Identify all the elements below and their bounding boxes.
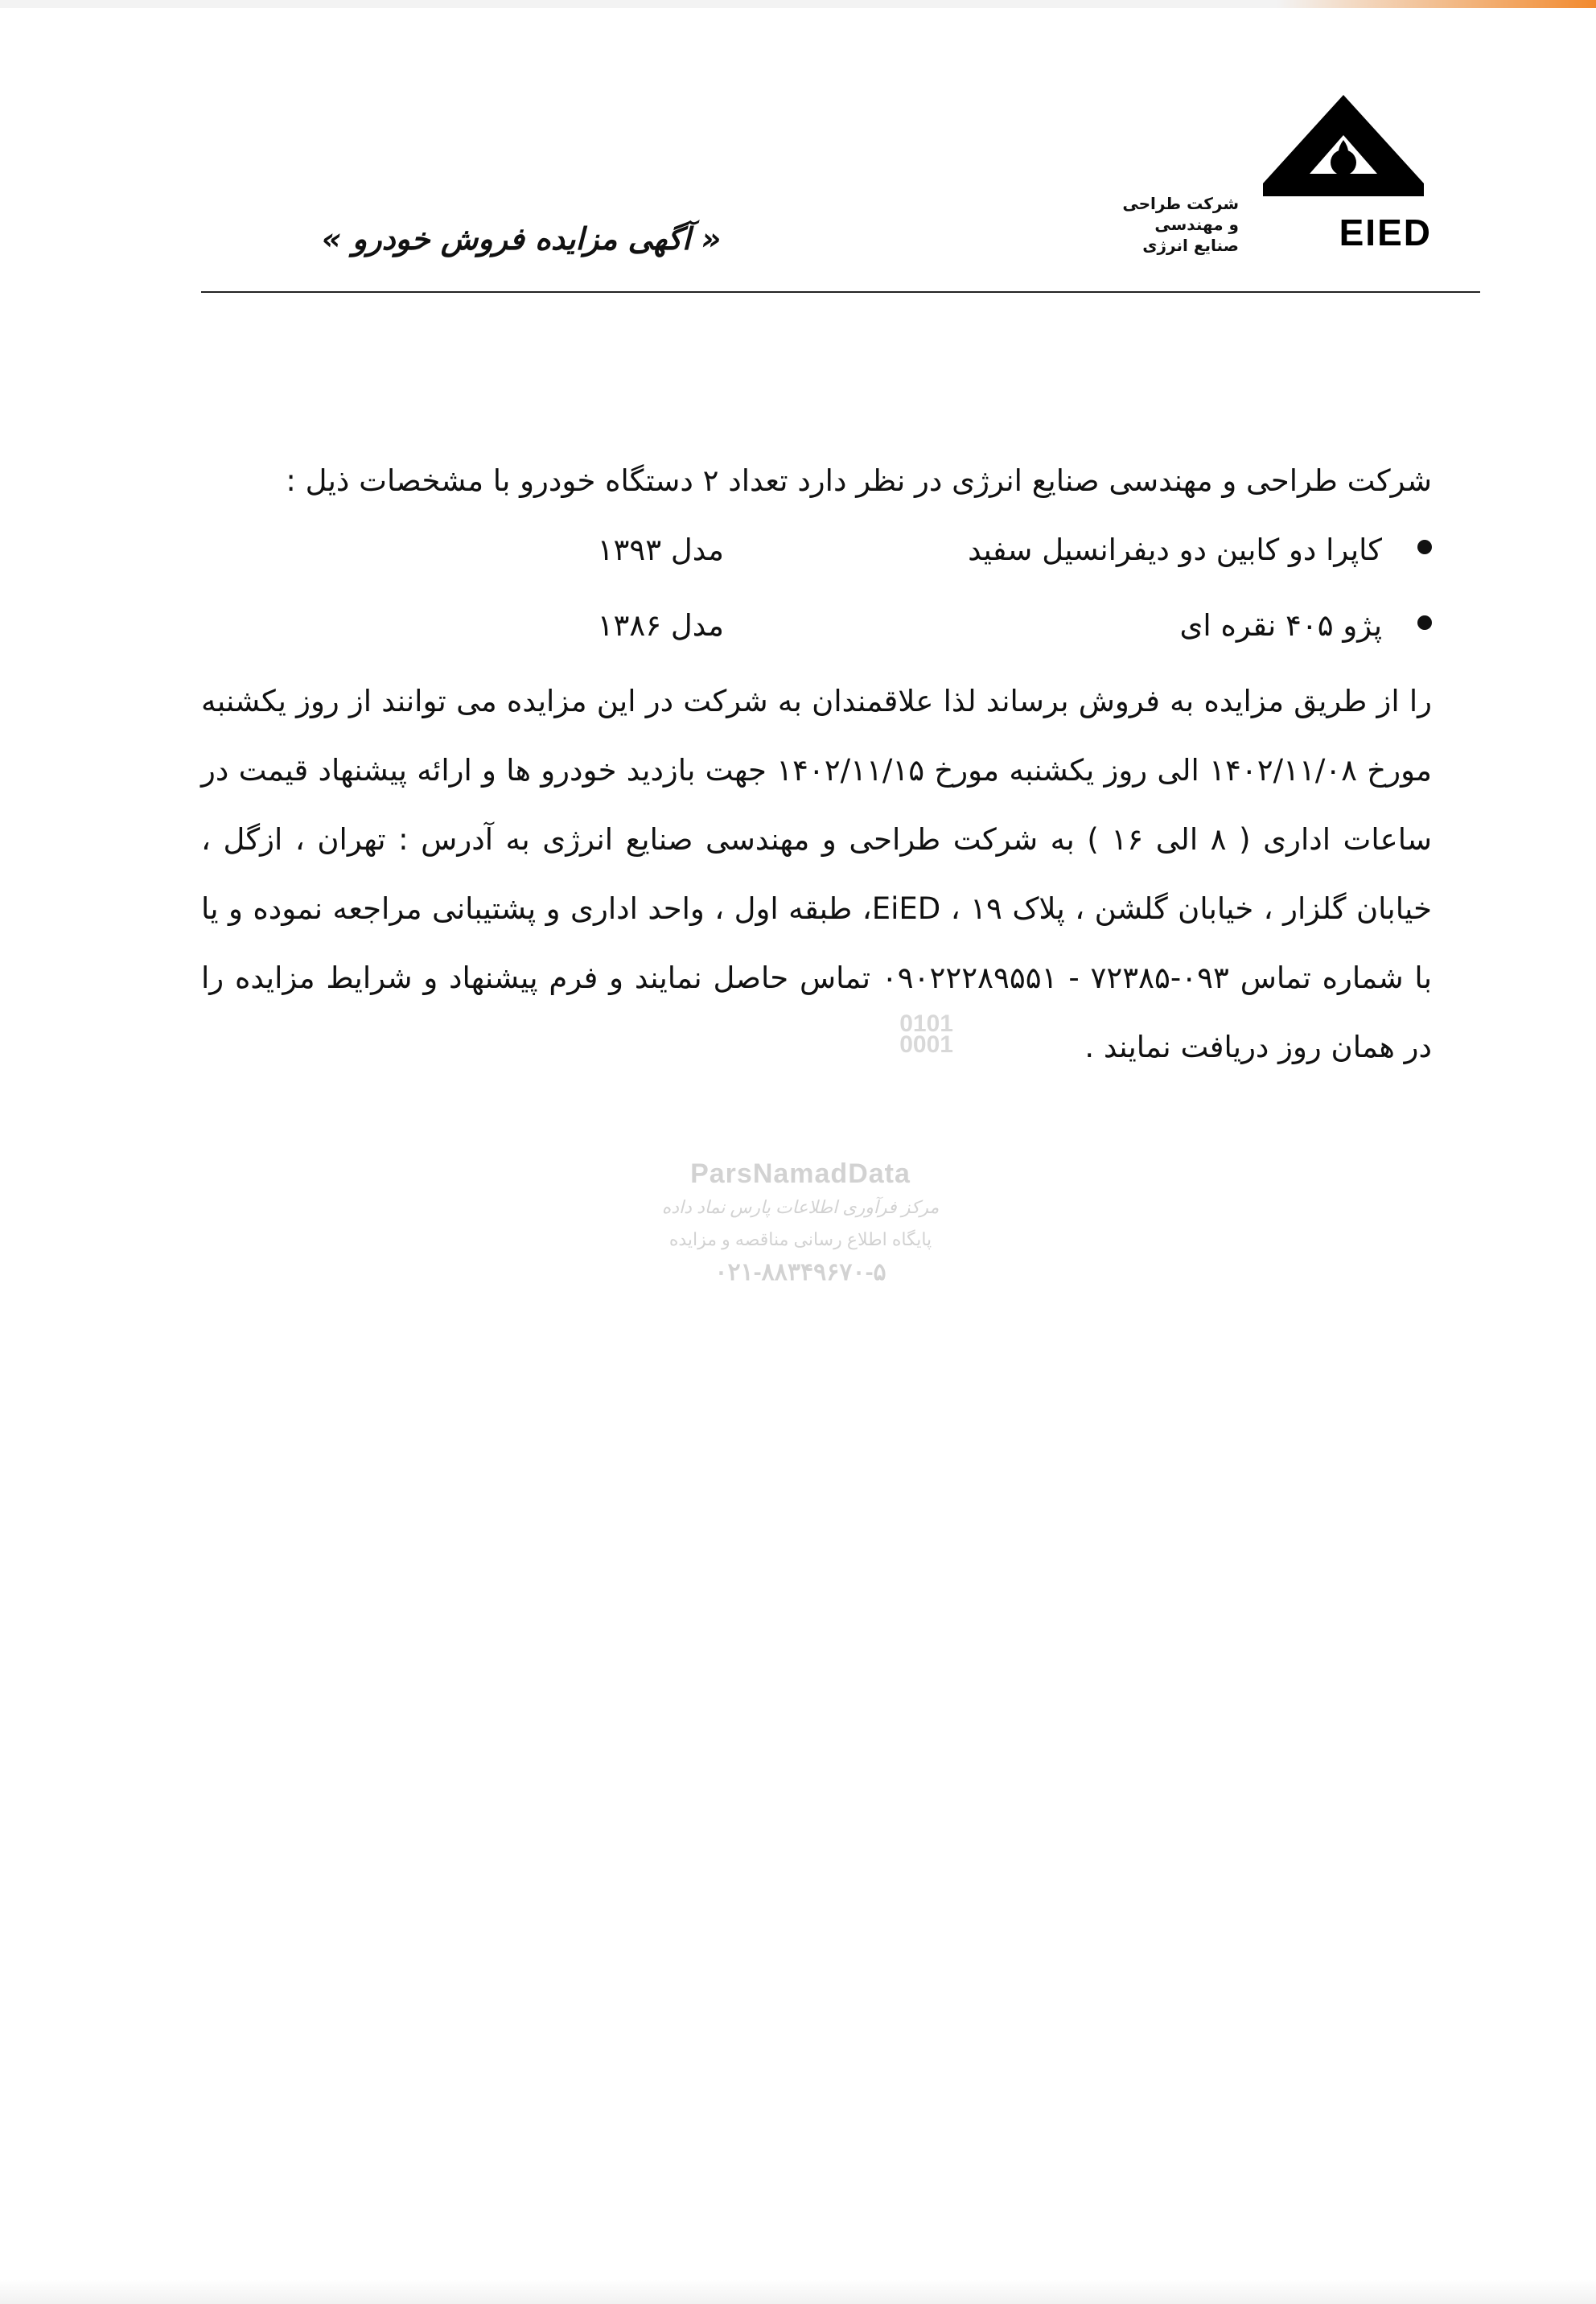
- intro-paragraph: شرکت طراحی و مهندسی صنایع انرژی در نظر دارد تعداد ۲ دستگاه خودرو با مشخصات ذیل :: [286, 463, 1432, 498]
- watermark-center-name: مرکز فرآوری اطلاعات پارس نماد داده: [661, 1197, 940, 1217]
- bottom-scan-edge: [0, 2280, 1596, 2304]
- company-logo: [1110, 88, 1480, 257]
- vehicle-model: مدل ۱۳۹۳: [597, 533, 724, 567]
- vehicle-list: [201, 516, 1432, 667]
- watermark-base-name: پایگاه اطلاع رسانی مناقصه و مزایده: [668, 1229, 932, 1249]
- eied-logo-icon: [1255, 88, 1432, 209]
- vehicle-model: مدل ۱۳۸۶: [597, 608, 724, 643]
- vehicle-name: پژو ۴۰۵ نقره ای: [1179, 608, 1382, 643]
- letterhead: [201, 88, 1480, 290]
- notice-title: « آگهی مزایده فروش خودرو »: [322, 221, 722, 257]
- top-scan-edge: [0, 0, 1596, 8]
- bullet-icon: [1417, 540, 1432, 554]
- company-name-fa: [1110, 193, 1239, 256]
- watermark-binary-line: 0001: [899, 1031, 953, 1058]
- notice-body: [201, 446, 1432, 1082]
- details-paragraph: را از طریق مزایده به فروش برساند لذا علاقمندان به شرکت در این مزایده می توانند از روز یکشنبه مورخ ۱۴۰۲/۱۱/۰۸ الی روز یکشنبه مورخ ۱۴۰۲/۱۱/۱۵ جهت بازدید خودرو ها و ارائه پیشنهاد قیمت در ساعات اداری ( ۸ الی ۱۶ ) به شرکت طراحی و مهندسی صنایع انرژی به آدرس : تهران ، ازگل ، خیابان گلزار ، خیابان گلشن ، پلاک ۱۹ ، EiED، طبقه اول ، واحد اداری و پشتیبانی مراجعه نموده و یا با شماره تماس ۰۹۳-۷۲۳۸۵ - ۰۹۰۲۲۲۸۹۵۵۱ تماس حاصل نمایند و فرم پیشنهاد و شرایط مزایده را در همان روز دریافت نمایند .: [201, 684, 1433, 1064]
- header-divider: [201, 291, 1480, 293]
- vehicle-name: کاپرا دو کابین دو دیفرانسیل سفید: [968, 533, 1382, 567]
- company-name-line1: شرکت طراحی و مهندسی: [1122, 194, 1239, 234]
- list-item: [201, 591, 1432, 667]
- logo-wordmark: EIED: [1339, 212, 1432, 253]
- watermark-binary: [899, 1010, 953, 1058]
- list-item: [201, 516, 1432, 591]
- bullet-icon: [1417, 615, 1432, 630]
- company-name-line2: صنایع انرژی: [1142, 236, 1239, 255]
- watermark-stamp: [631, 1010, 969, 1295]
- watermark-phone: ۰۲۱-۸۸۳۴۹۶۷۰-۵: [714, 1259, 886, 1286]
- watermark-binary-line: 0101: [899, 1010, 953, 1037]
- watermark-brand: ParsNamadData: [690, 1158, 911, 1189]
